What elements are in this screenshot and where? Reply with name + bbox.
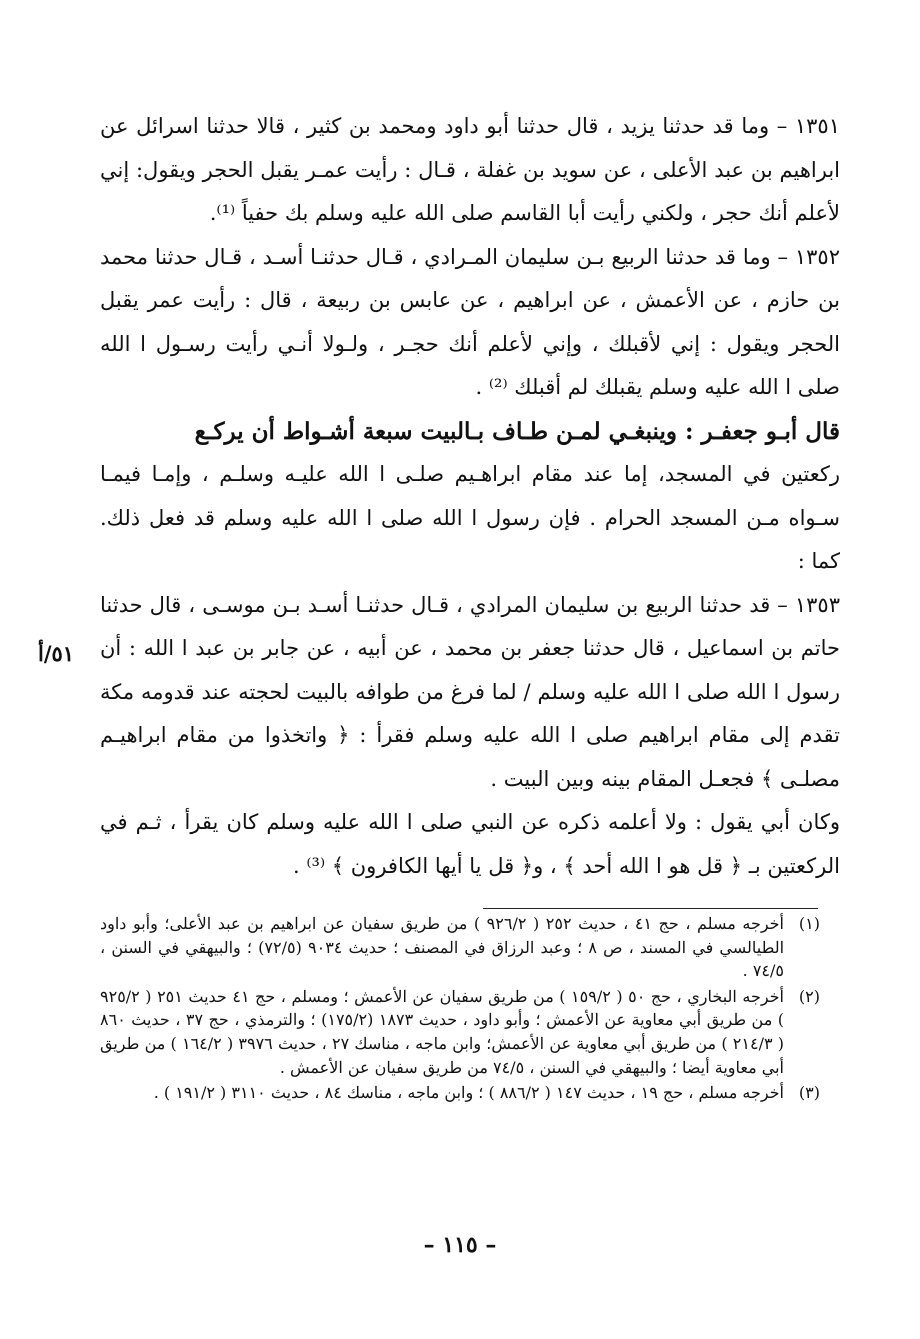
folio-margin-note: ٥١/أ xyxy=(38,641,75,666)
footnote-text: أخرجه مسلم ، حج ١٩ ، حديث ١٤٧ ( ٨٨٦/٢ ) ؛ وابن ماجه ، مناسك ٨٤ ، حديث ٣١١٠ ( ١٩١/٢ ) . xyxy=(153,1083,784,1103)
abu-jafar-statement-continued: ركعتين في المسجد، إما عند مقام ابراهـيم صلـى ا الله عليـه وسلـم ، وإمـا فيمـا سـواه مـن المسجد الحرام . فإن رسول ا الله صلى ا الله عليه وسلم قد فعل ذلك. كما : xyxy=(100,462,840,573)
footnote-item xyxy=(100,985,820,1079)
closing-remark: وكان أبي يقول : ولا أعلمه ذكره عن النبي صلى ا الله عليه وسلم كان يقرأ ، ثـم في الركعتين بـ ﴿ قل هو ا الله أحد ﴾ ، و﴿ قل يا أيها الكافرون ﴾ ⁽³⁾ . xyxy=(100,810,840,878)
hadith-1351: ١٣٥١ – وما قد حدثنا يزيد ، قال حدثنا أبو داود ومحمد بن كثير ، قالا حدثنا اسرائل عن ابراهيم بن عبد الأعلى ، عن سويد بن غفلة ، قـال : رأيت عمـر يقبل الحجر ويقول: إني لأعلم أنك حجر ، ولكني رأيت أبا القاسم صلى الله عليه وسلم بك حفياً ⁽¹⁾. xyxy=(100,114,840,225)
footnote-number: (١) xyxy=(798,914,820,933)
footnotes xyxy=(100,912,820,1107)
hadith-1352: ١٣٥٢ – وما قد حدثنا الربيع بـن سليمان المـرادي ، قـال حدثنـا أسـد ، قـال حدثنا محمد بن حازم ، عن الأعمش ، عن ابراهيم ، عن عابس بن ربيعة ، قال : رأيت عمر يقبل الحجر ويقول : إني لأقبلك ، وإني لأعلم أنك حجـر ، ولـولا أنـي رأيت رسـول ا الله صلى ا الله عليه وسلم يقبلك لم أقبلك ⁽²⁾ . xyxy=(100,244,840,399)
abu-jafar-statement: قال أبـو جعفـر : وينبغـي لمـن طـاف بـالبيت سبعة أشـواط أن يركـع xyxy=(194,417,840,445)
footnote-text: أخرجه مسلم ، حج ٤١ ، حديث ٢٥٢ ( ٩٢٦/٢ ) من طريق سفيان عن ابراهيم بن عبد الأعلى؛ وأبو داود الطيالسي في المسند ، ص ٨ ؛ وعبد الرزاق في المصنف ؛ حديث ٩٠٣٤ (٧٢/٥) ؛ والبيهقي في السنن ، ٧٤/٥ . xyxy=(100,914,785,981)
page-number: – ١١٥ – xyxy=(423,1232,497,1258)
footnote-text: أخرجه البخاري ، حج ٥٠ ( ١٥٩/٢ ) من طريق سفيان عن الأعمش ؛ ومسلم ، حج ٤١ حديث ٢٥١ ( ٩٢٥/٢ ) من طريق أبي معاوية عن الأعمش ؛ وأبو داود ، حديث ١٨٧٣ (١٧٥/٢) ؛ والترمذي ، حج ٣٧ ، حديث ٨٦٠ ( ٢١٤/٣ ) من طريق أبي معاوية عن الأعمش؛ وابن ماجه ، مناسك ٢٧ ، حديث ٣٩٧٦ ( ١٦٤/٢ ) من طريق أبي معاوية أيضا ؛ والبيهقي في السنن ، ٧٤/٥ من طريق سفيان عن الأعمش . xyxy=(100,986,785,1077)
footnote-number: (٢) xyxy=(798,986,820,1006)
main-text xyxy=(100,105,840,888)
footnote-number: (٣) xyxy=(798,1083,820,1103)
footnote-item xyxy=(100,1081,820,1105)
footnote-item xyxy=(100,912,820,983)
hadith-1353: ١٣٥٣ – قد حدثنا الربيع بن سليمان المرادي ، قـال حدثنـا أسـد بـن موسـى ، قال حدثنا حاتم بن اسماعيل ، قال حدثنا جعفر بن محمد ، عن أبيه ، عن جابر بن عبد ا الله : أن رسول ا الله صلى ا الله عليه وسلم / لما فرغ من طوافه بالبيت لحجته عند قدومه مكة تقدم إلى مقام ابراهيم صلى ا الله عليه وسلم فقرأ : ﴿ واتخذوا من مقام ابراهيـم مصلـى ﴾ فجعـل المقام بينه وبين البيت . xyxy=(100,592,840,791)
footnote-divider xyxy=(483,908,818,909)
